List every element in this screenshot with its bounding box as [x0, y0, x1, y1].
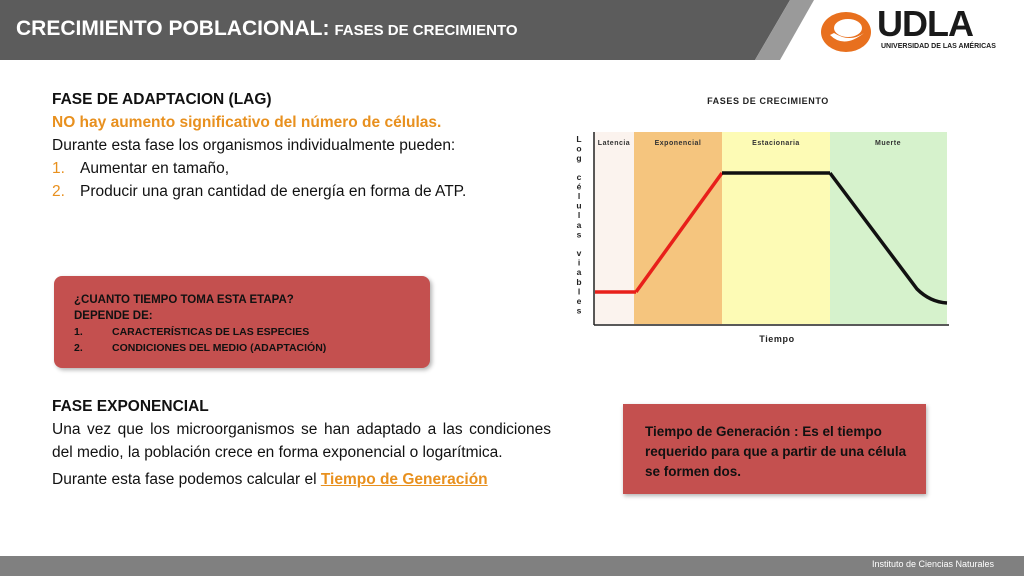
list-item — [74, 324, 326, 340]
logo-wordmark: UDLA — [877, 3, 973, 44]
phase-region-exponencial — [634, 132, 722, 324]
generation-time-link[interactable]: Tiempo de Generación — [320, 471, 488, 488]
generation-time-text: Durante esta fase podemos calcular el — [52, 471, 317, 488]
list-item-text: CONDICIONES DEL MEDIO (ADAPTACIÓN) — [112, 342, 327, 354]
generation-time-definition-box — [623, 404, 926, 494]
footer-text: Instituto de Ciencias Naturales — [871, 559, 994, 569]
lag-phase-list — [52, 157, 472, 203]
exponential-phase-section — [52, 395, 551, 491]
list-item-number: 2. — [74, 342, 83, 354]
list-item — [74, 340, 326, 356]
lag-phase-highlight: NO hay aumento significativo del número de células. — [52, 114, 442, 131]
duration-callout-box — [54, 276, 430, 368]
udla-emblem-icon — [820, 9, 872, 55]
list-item-text: CARACTERÍSTICAS DE LAS ESPECIES — [112, 326, 310, 338]
logo-subtitle: UNIVERSIDAD DE LAS AMÉRICAS — [881, 43, 996, 50]
slide-title — [16, 17, 518, 41]
list-item-number: 2. — [52, 183, 65, 200]
duration-question: ¿CUANTO TIEMPO TOMA ESTA ETAPA? — [74, 294, 294, 306]
lag-phase-section — [52, 88, 472, 203]
list-item-text: Producir una gran cantidad de energía en forma de ATP. — [80, 183, 467, 200]
phase-label-latencia: Latencia — [597, 140, 631, 147]
phase-region-muerte — [830, 132, 947, 324]
generation-time-line — [52, 468, 551, 491]
chart-xlabel: Tiempo — [759, 334, 795, 344]
chart-ylabel: L o g c é l u l a s v i a b l e s — [576, 134, 582, 316]
phase-label-muerte: Muerte — [875, 140, 901, 147]
udla-logo — [820, 3, 996, 55]
list-item — [52, 157, 472, 180]
list-item-number: 1. — [74, 326, 83, 338]
lag-phase-heading: FASE DE ADAPTACION (LAG) — [52, 91, 272, 108]
slide-footer — [0, 556, 1024, 576]
phase-label-exponencial: Exponencial — [654, 140, 702, 147]
duration-depends: DEPENDE DE: — [74, 310, 153, 322]
slide-title-sub: FASES DE CRECIMIENTO — [334, 22, 518, 39]
list-item-number: 1. — [52, 160, 65, 177]
exponential-phase-heading: FASE EXPONENCIAL — [52, 398, 209, 415]
slide-header — [0, 0, 1024, 60]
generation-time-definition: Tiempo de Generación : Es el tiempo requerido para que a partir de una célula se formen dos. — [645, 424, 907, 479]
lag-phase-intro: Durante esta fase los organismos individualmente pueden: — [52, 137, 456, 154]
growth-phases-chart — [565, 90, 965, 350]
phase-region-latencia — [594, 132, 634, 324]
list-item-text: Aumentar en tamaño, — [80, 160, 230, 177]
chart-title: FASES DE CRECIMIENTO — [707, 96, 829, 106]
slide-title-main: CRECIMIENTO POBLACIONAL: — [16, 17, 330, 40]
phase-region-estacionaria — [722, 132, 830, 324]
exponential-phase-paragraph: Una vez que los microorganismos se han adaptado a las condiciones del medio, la población crece en forma exponencial o logarítmica. — [52, 421, 551, 461]
phase-label-estacionaria: Estacionaria — [752, 140, 800, 147]
list-item — [52, 180, 472, 203]
